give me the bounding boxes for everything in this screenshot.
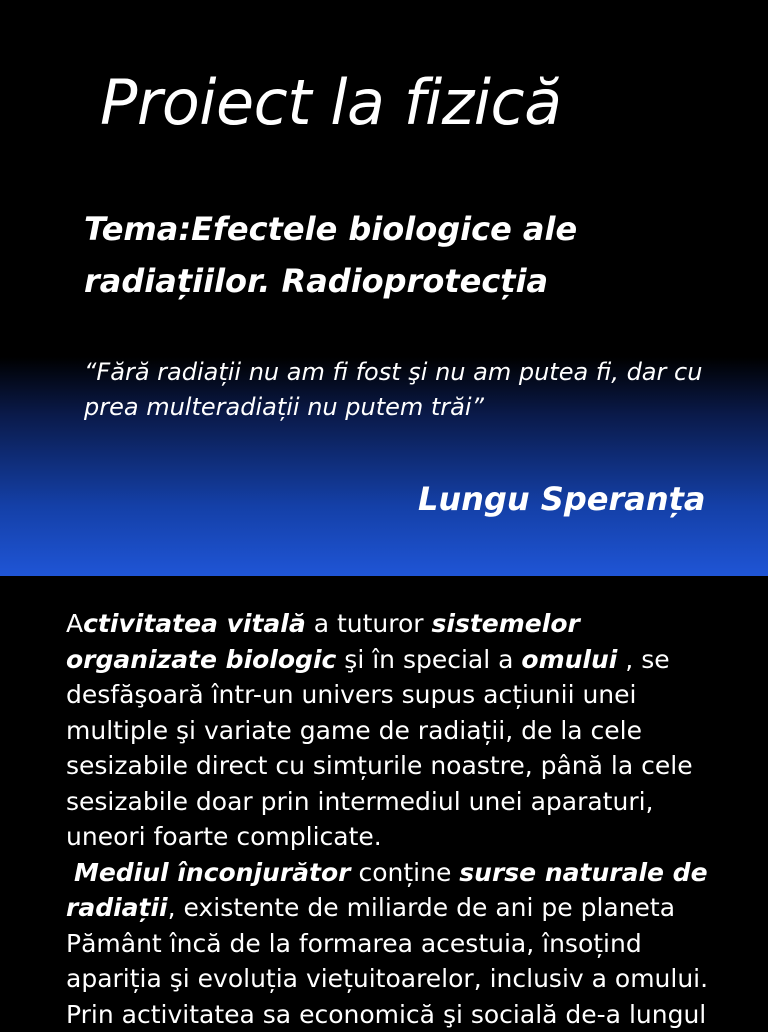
text-run: , se desfăşoară într-un univers supus acțiunii unei multiple şi variate game de radiații, de la cele sesizabile direct cu simțurile noastre, până la cele sesizabile doar prin intermediul unei aparaturi, uneori foarte complicate.: [66, 644, 693, 851]
body-paragraph: [66, 606, 716, 1032]
quote-line-1: “Fără radiații nu am fi fost şi nu am putea fi, dar cu: [84, 358, 703, 386]
quote-line-2: prea multeradiații nu putem trăi”: [84, 393, 484, 421]
emphasis-text: surse naturale de radiații: [66, 857, 708, 922]
subtitle-line-1: Tema:Efectele biologice ale: [84, 210, 578, 248]
text-run: a tuturor: [305, 609, 432, 638]
text-run: , existente de miliarde de ani pe planeta Pământ încă de la formarea acestuia, însoțind apariția şi evoluția viețuitoarelor, inclusiv a omului. Prin activitatea sa economică şi socială de-a lungul: [66, 893, 709, 1029]
text-run: şi în special a: [336, 644, 522, 674]
slide-title: Proiect la fizică: [100, 66, 562, 139]
quote: [84, 355, 734, 425]
author-name: Lungu Speranța: [418, 480, 706, 518]
subtitle-line-2: radiațiilor. Radioprotecția: [84, 262, 549, 300]
text-run: conține: [350, 857, 460, 887]
emphasis-text: sistemelor organizate biologic: [66, 609, 580, 674]
slide-subtitle: [84, 203, 724, 307]
emphasis-text: omului: [521, 644, 618, 674]
emphasis-text: Mediul înconjurător: [73, 857, 351, 887]
text-run: A: [66, 609, 84, 638]
emphasis-text: ctivitatea vitală: [83, 609, 306, 638]
content-slide: [0, 576, 768, 1029]
